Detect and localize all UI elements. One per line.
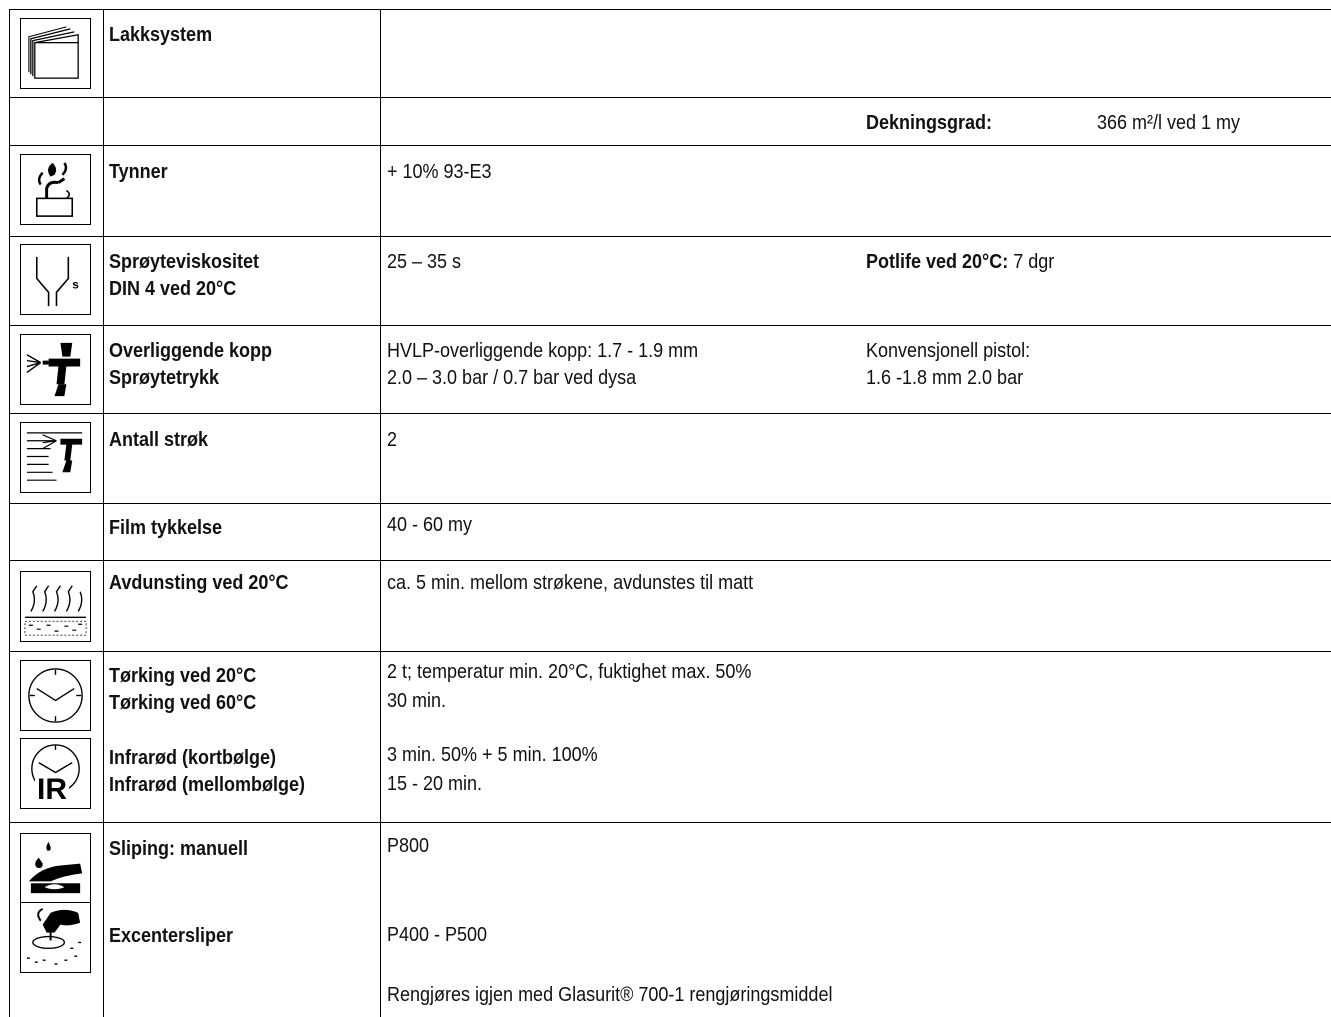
eccentric-sander-icon bbox=[20, 902, 91, 973]
value-antall-strok: 2 bbox=[387, 429, 398, 451]
label-torking-60: Tørking ved 60°C bbox=[109, 692, 257, 714]
row-divider bbox=[9, 325, 1331, 326]
value-torking-20: 2 t; temperatur min. 20°C, fuktighet max. 50% bbox=[387, 661, 752, 683]
row-divider bbox=[9, 822, 1331, 823]
row-divider bbox=[9, 560, 1331, 561]
column-divider-1 bbox=[103, 9, 104, 1017]
thinner-icon bbox=[20, 154, 91, 225]
label-excentersliper: Excentersliper bbox=[109, 925, 234, 947]
infrared-clock-icon bbox=[20, 738, 91, 809]
table-border-left bbox=[9, 9, 10, 1017]
label-dekningsgrad: Dekningsgrad: bbox=[866, 112, 993, 134]
wet-sanding-icon bbox=[20, 833, 91, 904]
value-tynner: + 10% 93-E3 bbox=[387, 161, 492, 183]
value-film-tykkelse: 40 - 60 my bbox=[387, 514, 473, 536]
spray-gun-icon bbox=[20, 334, 91, 405]
label-film-tykkelse: Film tykkelse bbox=[109, 517, 223, 539]
column-divider-2 bbox=[380, 9, 381, 1017]
label-sliping-manuell: Sliping: manuell bbox=[109, 838, 249, 860]
value-konvensjonell-dyse: 1.6 -1.8 mm 2.0 bar bbox=[866, 367, 1024, 389]
row-divider bbox=[9, 413, 1331, 414]
row-divider bbox=[9, 503, 1331, 504]
value-sliping-manuell: P800 bbox=[387, 835, 430, 857]
label-viskositet: Sprøyteviskositet bbox=[109, 251, 260, 273]
label-overliggende-kopp: Overliggende kopp bbox=[109, 340, 273, 362]
label-infrarod-mellom: Infrarød (mellombølge) bbox=[109, 774, 306, 796]
label-infrarod-kort: Infrarød (kortbølge) bbox=[109, 747, 276, 769]
value-infrarod-mellom: 15 - 20 min. bbox=[387, 773, 483, 795]
potlife bbox=[866, 249, 1054, 276]
value-excentersliper: P400 - P500 bbox=[387, 924, 488, 946]
value-infrarod-kort: 3 min. 50% + 5 min. 100% bbox=[387, 744, 598, 766]
value-viskositet: 25 – 35 s bbox=[387, 251, 462, 273]
value-konvensjonell-pistol: Konvensjonell pistol: bbox=[866, 340, 1031, 362]
label-viskositet-din: DIN 4 ved 20°C bbox=[109, 278, 237, 300]
table-border-top bbox=[9, 9, 1331, 10]
label-lakksystem: Lakksystem bbox=[109, 24, 213, 46]
row-divider bbox=[9, 145, 1331, 146]
label-tynner: Tynner bbox=[109, 161, 168, 183]
value-torking-60: 30 min. bbox=[387, 690, 447, 712]
row-divider bbox=[9, 97, 1331, 98]
value-dekningsgrad: 366 m²/l ved 1 my bbox=[1097, 112, 1241, 134]
potlife-label: Potlife ved 20°C: bbox=[866, 251, 1009, 273]
value-sproytetrykk: 2.0 – 3.0 bar / 0.7 bar ved dysa bbox=[387, 367, 637, 389]
coats-icon bbox=[20, 422, 91, 493]
ir-label: IR bbox=[37, 773, 67, 806]
label-antall-strok: Antall strøk bbox=[109, 429, 209, 451]
svg-text:s: s bbox=[72, 277, 79, 292]
layers-icon bbox=[20, 18, 91, 89]
row-divider bbox=[9, 236, 1331, 237]
label-avdunsting: Avdunsting ved 20°C bbox=[109, 572, 289, 594]
label-sproytetrykk: Sprøytetrykk bbox=[109, 367, 220, 389]
value-avdunsting: ca. 5 min. mellom strøkene, avdunstes til matt bbox=[387, 572, 754, 594]
viscosity-cup-icon bbox=[20, 244, 91, 315]
label-torking-20: Tørking ved 20°C bbox=[109, 665, 257, 687]
cleaning-note: Rengjøres igjen med Glasurit® 700-1 rengjøringsmiddel bbox=[387, 984, 833, 1006]
row-divider bbox=[9, 651, 1331, 652]
potlife-value: 7 dgr bbox=[1013, 251, 1055, 273]
value-hvlp: HVLP-overliggende kopp: 1.7 - 1.9 mm bbox=[387, 340, 699, 362]
evaporation-icon bbox=[20, 571, 91, 642]
clock-icon bbox=[20, 660, 91, 731]
